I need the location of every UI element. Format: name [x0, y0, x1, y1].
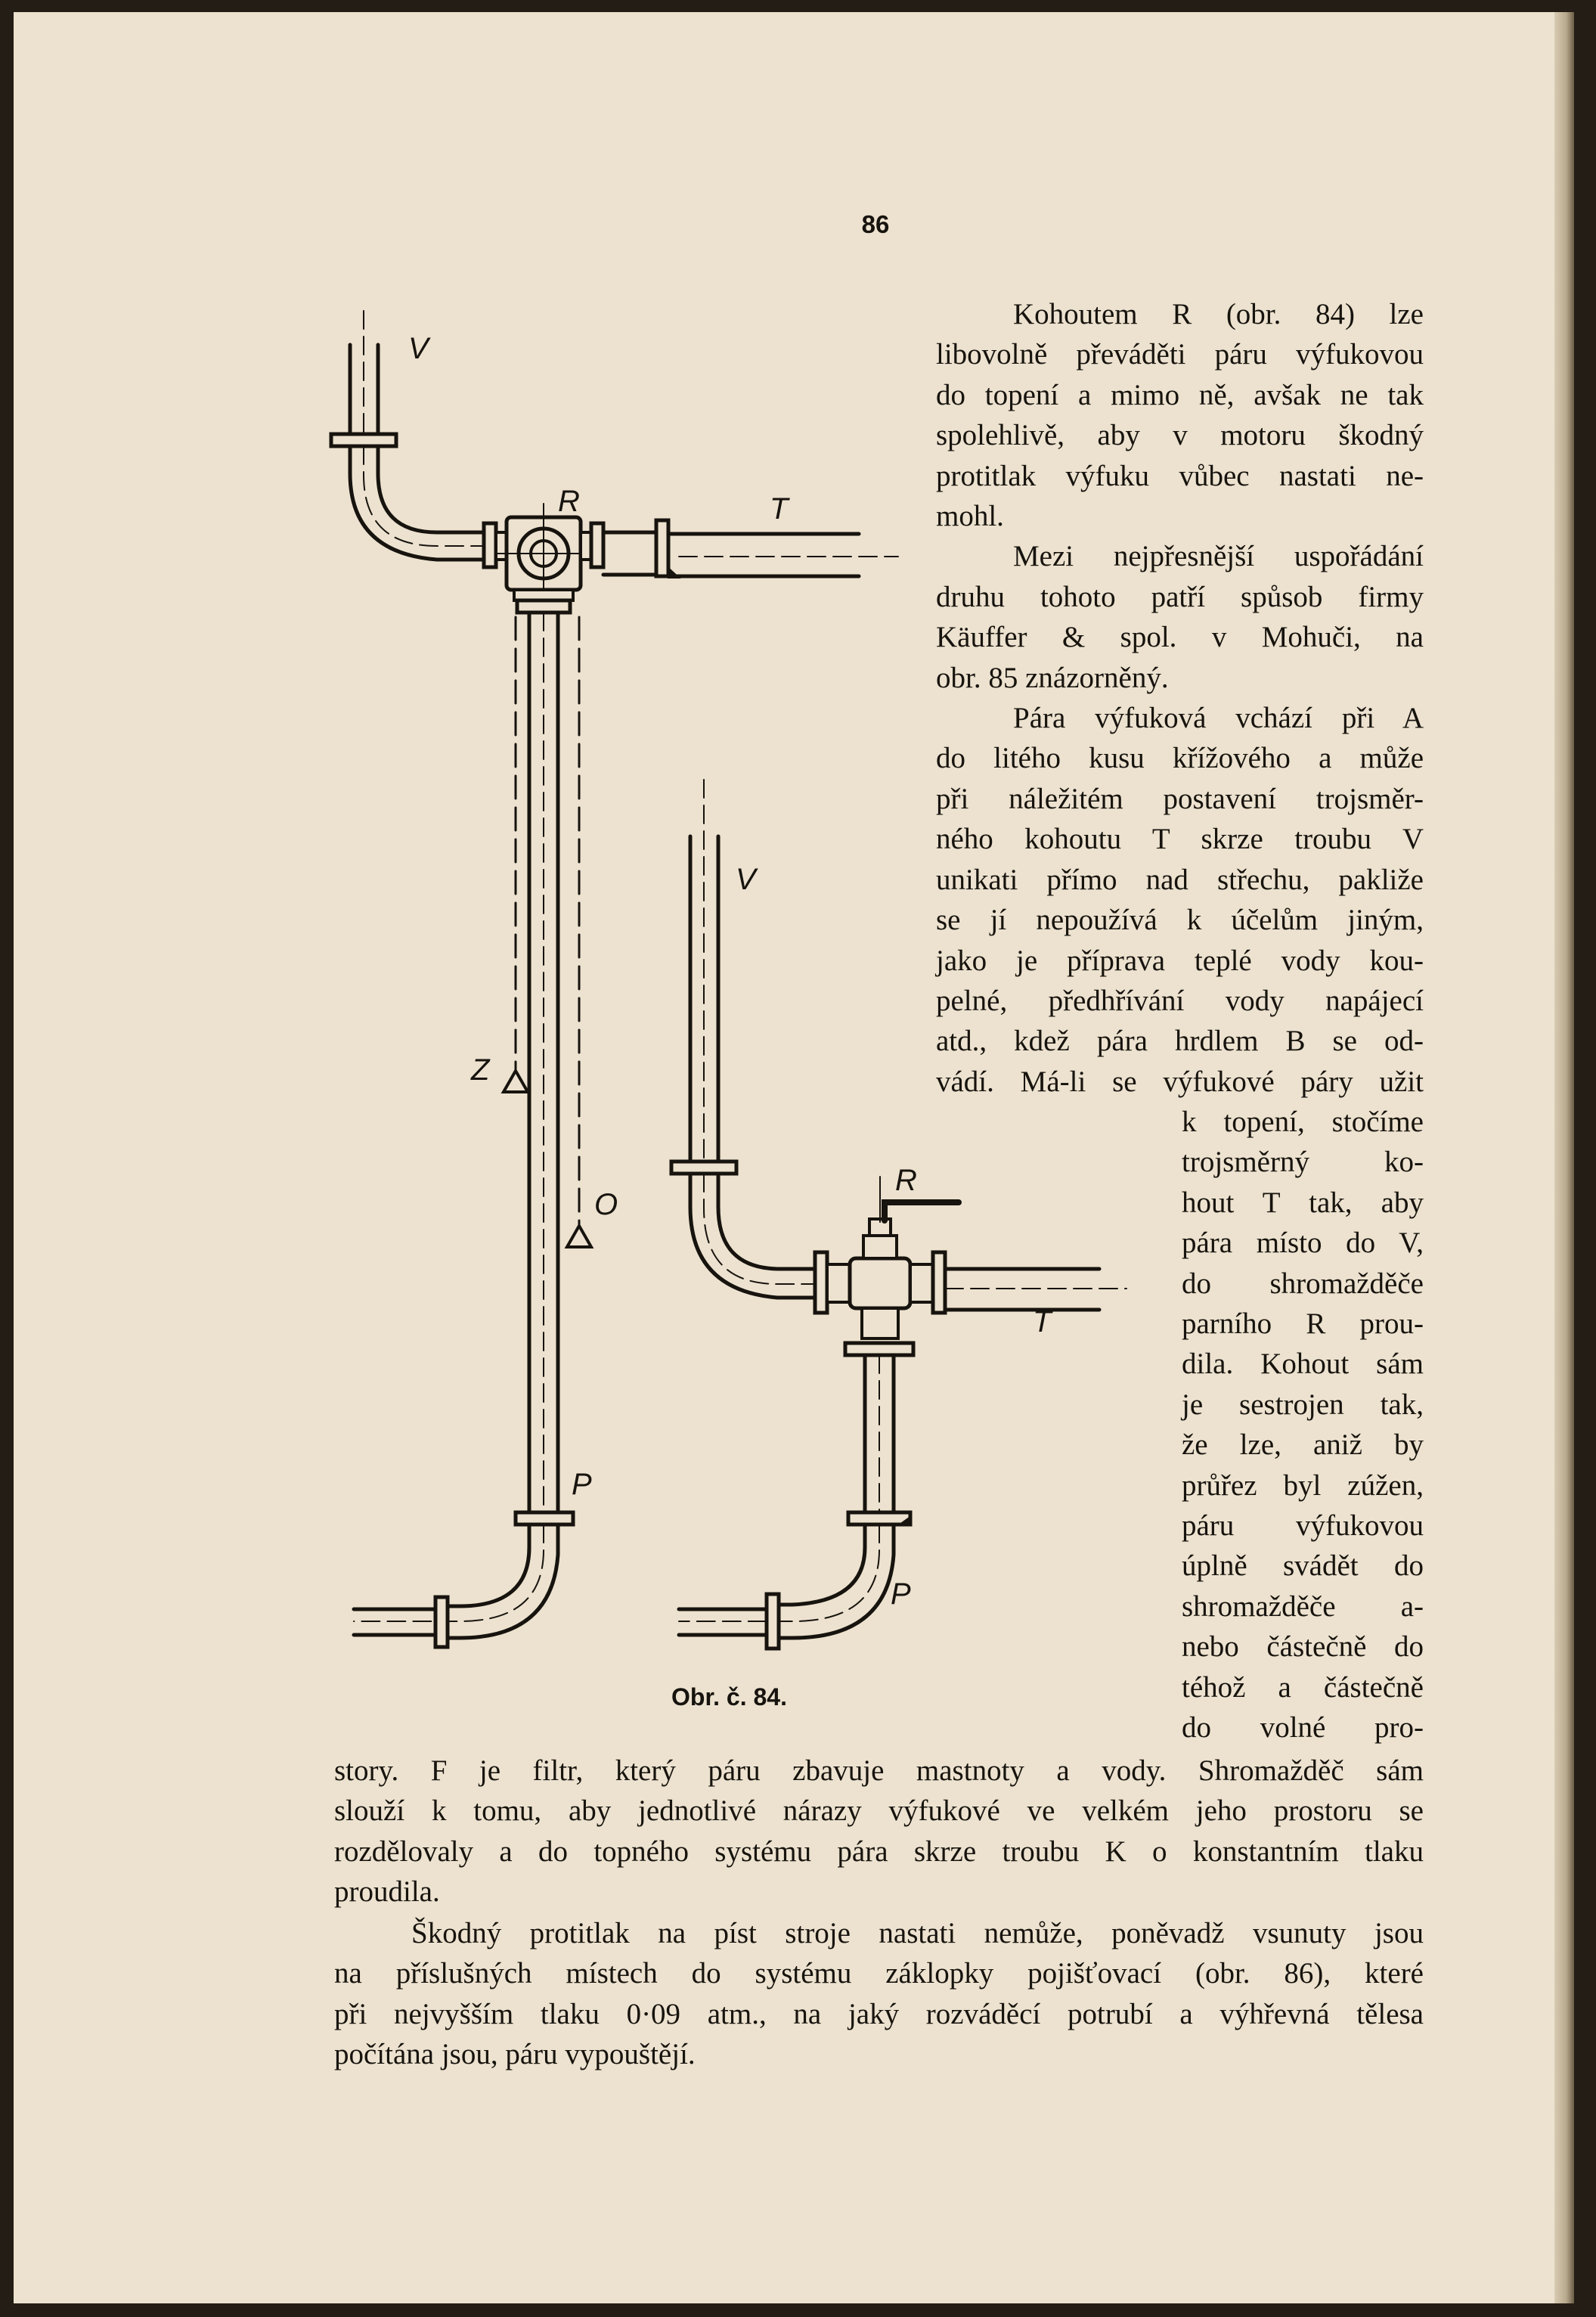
text-line: k topení, stočíme [1182, 1106, 1424, 1138]
text-line: do volné pro- [1182, 1711, 1424, 1745]
text-line: ného kohoutu T skrze troubu V [936, 823, 1424, 856]
text-line: druhu tohoto patří spůsob firmy [936, 580, 1424, 613]
text-line: hout T tak, aby [1182, 1186, 1424, 1219]
text-line: při nejvyšším tlaku 0·09 atm., na jaký rozváděcí potrubí a výhřevná tělesa [334, 1997, 1424, 2030]
text-line: atd., kdež pára hrdlem B se od- [936, 1025, 1424, 1058]
label-left-v: V [408, 332, 429, 365]
text-line: Škodný protitlak na píst stroje nastati nemůže, poněvadž vsunuty jsou [411, 1917, 1424, 1949]
text-line: pára místo do V, [1182, 1227, 1424, 1260]
text-line: téhož a částečně [1182, 1670, 1424, 1704]
text-line: rozdělovaly a do topného systému pára skrze troubu K o konstantním tlaku [334, 1835, 1424, 1868]
text-line: story. F je filtr, který páru zbavuje mastnoty a vody. Shromažděč sám [334, 1754, 1424, 1787]
book-page [14, 12, 1574, 2303]
text-line: při náležitém postavení trojsměr- [936, 782, 1424, 815]
text-line: počítána jsou, páru vypouštějí. [334, 2038, 696, 2071]
text-line: Pára výfuková vchází při A [1013, 702, 1424, 735]
label-right-p: P [891, 1577, 911, 1611]
text-line: Mezi nejpřesnější uspořádání [1013, 540, 1424, 573]
text-line: slouží k tomu, aby jednotlivé nárazy výfukové ve velkém jeho prostoru se [334, 1794, 1424, 1828]
full-width-paragraph-2 [334, 1913, 1424, 2075]
text-line: protitlak výfuku vůbec nastati ne- [936, 459, 1424, 492]
label-left-z: Z [471, 1053, 490, 1087]
text-line: mohl. [936, 500, 1004, 533]
text-line: Käuffer & spol. v Mohuči, na [936, 621, 1424, 654]
full-width-paragraph-1 [334, 1751, 1424, 1912]
text-line: libovolně převáděti páru výfukovou [936, 338, 1424, 371]
text-line: trojsměrný ko- [1182, 1146, 1424, 1179]
left-pipe-arrangement [331, 311, 898, 1647]
figure-caption: Obr. č. 84. [671, 1683, 787, 1711]
text-line: že lze, aniž by [1182, 1428, 1424, 1462]
text-line: úplně svádět do [1182, 1549, 1424, 1583]
text-line: dila. Kohout sám [1182, 1348, 1424, 1381]
text-line: do topení a mimo ně, avšak ne tak [936, 378, 1424, 411]
label-left-r: R [558, 485, 580, 518]
label-left-o: O [594, 1188, 618, 1221]
page-number: 86 [861, 210, 890, 238]
text-line: na příslušných místech do systému záklopky pojišťovací (obr. 86), které [334, 1957, 1424, 1990]
narrow-column-text [1182, 1102, 1424, 1748]
text-line: páru výfukovou [1182, 1509, 1424, 1543]
text-line: jako je příprava teplé vody kou- [936, 944, 1424, 977]
text-line: je sestrojen tak, [1182, 1388, 1424, 1421]
text-line: se jí nepoužívá k účelům jiným, [936, 904, 1424, 937]
right-column-text [936, 294, 1424, 1102]
text-line: proudila. [334, 1875, 440, 1909]
label-right-r: R [895, 1164, 917, 1197]
text-line: nebo částečně do [1182, 1630, 1424, 1664]
text-line: průřez byl zúžen, [1182, 1469, 1424, 1502]
text-line: do shromažděče [1182, 1267, 1424, 1300]
label-right-v: V [736, 863, 756, 896]
text-line: spolehlivě, aby v motoru škodný [936, 419, 1424, 452]
text-line: parního R prou- [1182, 1307, 1424, 1341]
text-line: unikati přímo nad střechu, pakliže [936, 863, 1424, 896]
text-line: pelné, předhřívání vody napájecí [936, 984, 1424, 1017]
text-line: vádí. Má-li se výfukové páry užit [936, 1065, 1424, 1098]
label-left-t: T [770, 492, 789, 526]
text-line: shromažděče a- [1182, 1590, 1424, 1623]
label-left-p: P [572, 1468, 592, 1501]
text-line: do litého kusu křížového a může [936, 742, 1424, 775]
text-line: Kohoutem R (obr. 84) lze [1013, 298, 1424, 330]
text-line: obr. 85 znázorněný. [936, 661, 1169, 694]
label-right-t: T [1033, 1305, 1052, 1338]
